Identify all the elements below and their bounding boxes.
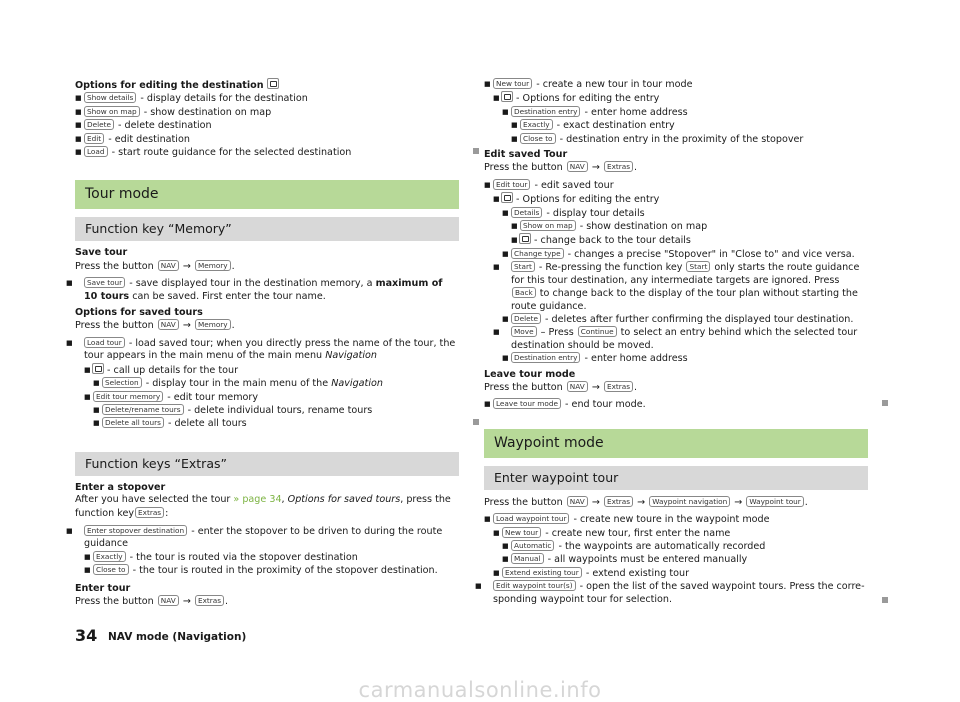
extras-key: Extras (604, 496, 633, 507)
instruction: Press the button NAV → Extras . (484, 162, 638, 174)
waypoint-tour-key: Waypoint tour (746, 496, 803, 507)
continue-key: Continue (578, 326, 617, 337)
close-to-key: Close to (520, 133, 556, 144)
list-item: ■Load - start route guidance for the selected destination (75, 146, 459, 159)
leave-tour-mode-heading: Leave tour mode (484, 368, 576, 380)
list-item: ■Extend existing tour - extend existing tour (484, 567, 868, 580)
details-icon (92, 363, 104, 374)
back-icon (519, 233, 531, 244)
right-column (484, 78, 868, 606)
enter-waypoint-tour-heading: Enter waypoint tour (484, 466, 868, 490)
left-column (75, 78, 459, 608)
show-on-map-key: Show on map (520, 220, 576, 231)
list-item: ■Enter stopover destination - enter the stopover to be driven to during the route guidance (75, 525, 459, 551)
list-item: ■Exactly - exact destination entry (484, 119, 868, 132)
extras-key: Extras (604, 381, 633, 392)
load-tour-key: Load tour (84, 337, 125, 348)
stopover-paragraph: After you have selected the tour » page 34, Options for saved tours, press the function key Extras : (75, 494, 451, 519)
list-item: ■Close to - the tour is routed in the proximity of the stopover destination. (75, 564, 459, 577)
list-item: ■Start - Re-pressing the function key Start only starts the route guidance for this tour destination, any intermediate targets are ignored. Press Back to change back to the display of the tour plan without starting the route guidance. (484, 261, 868, 313)
change-type-key: Change type (511, 248, 564, 259)
extend-existing-tour-key: Extend existing tour (502, 567, 582, 578)
section-end-marker (882, 597, 888, 603)
show-details-key: Show details (84, 92, 136, 103)
memory-key: Memory (195, 260, 231, 271)
manual-key: Manual (511, 553, 544, 564)
extras-key: Extras (195, 595, 224, 606)
section-end-marker (473, 148, 479, 154)
instruction: Press the button NAV → Memory . (75, 320, 235, 332)
list-item: ■Delete - deletes after further confirming the displayed tour destination. (484, 313, 868, 326)
start-key: Start (686, 261, 710, 272)
nav-key: NAV (567, 496, 588, 507)
instruction: Press the button NAV → Extras . (484, 381, 638, 393)
instruction: Press the button NAV → Memory . (75, 260, 235, 272)
watermark: carmanualsonline.info (358, 678, 602, 702)
edit-tour-memory-key: Edit tour memory (93, 391, 163, 402)
waypoint-mode-heading: Waypoint mode (484, 429, 868, 458)
automatic-key: Automatic (511, 540, 554, 551)
list-item: ■Save tour - save displayed tour in the destination memory, a maximum of 10 tours can be saved. First enter the tour name. (75, 277, 459, 303)
list-item: ■Edit waypoint tour(s) - open the list of the saved waypoint tours. Press the corresponding waypoint tour for selection. (484, 580, 868, 606)
back-key: Back (512, 287, 536, 298)
delete-all-tours-key: Delete all tours (102, 417, 164, 428)
start-key: Start (511, 261, 535, 272)
list-item: ■Leave tour mode - end tour mode. (484, 398, 868, 411)
list-item: ■ - Options for editing the entry (484, 91, 868, 105)
nav-key: NAV (567, 381, 588, 392)
waypoint-navigation-key: Waypoint navigation (649, 496, 730, 507)
new-tour-key: New tour (493, 78, 532, 89)
destination-entry-key: Destination entry (511, 352, 580, 363)
list-item: ■ - call up details for the tour (75, 363, 459, 377)
extras-key: Extras (604, 161, 633, 172)
delete-key: Delete (84, 119, 114, 130)
list-item: ■New tour - create a new tour in tour mode (484, 78, 868, 91)
extras-keys-heading: Function keys “Extras” (75, 452, 459, 476)
list-item: ■Edit tour - edit saved tour (484, 179, 868, 192)
options-icon (501, 91, 513, 102)
list-item: ■Close to - destination entry in the proximity of the stopover (484, 133, 868, 146)
list-item: ■Destination entry - enter home address (484, 352, 868, 365)
nav-key: NAV (567, 161, 588, 172)
list-item: ■Load tour - load saved tour; when you directly press the name of the tour, the tour appears in the main menu of the main menu Navigation (75, 337, 459, 363)
list-item: ■Edit - edit destination (75, 133, 459, 146)
new-tour-key: New tour (502, 527, 541, 538)
edit-saved-tour-heading: Edit saved Tour (484, 149, 568, 161)
options-editing-destination-heading: Options for editing the destination (75, 78, 459, 92)
list-item: ■Automatic - the waypoints are automatically recorded (484, 540, 868, 553)
list-item: ■Selection - display tour in the main menu of the Navigation (75, 377, 459, 390)
list-item: ■Exactly - the tour is routed via the stopover destination (75, 551, 459, 564)
enter-stopover-destination-key: Enter stopover destination (84, 525, 187, 536)
nav-key: NAV (158, 260, 179, 271)
list-item: ■Delete - delete destination (75, 119, 459, 132)
list-item: ■Show on map - show destination on map (75, 106, 459, 119)
save-tour-heading: Save tour (75, 247, 128, 259)
edit-waypoint-tours-key: Edit waypoint tour(s) (493, 580, 576, 591)
tour-mode-heading: Tour mode (75, 180, 459, 209)
options-icon (267, 78, 279, 89)
list-item: ■Change type - changes a precise "Stopover" in "Close to" and vice versa. (484, 248, 868, 261)
list-item: ■ - change back to the tour details (484, 233, 868, 247)
memory-key: Memory (195, 319, 231, 330)
selection-key: Selection (102, 377, 142, 388)
exactly-key: Exactly (93, 551, 126, 562)
edit-tour-key: Edit tour (493, 179, 530, 190)
memory-key-heading: Function key “Memory” (75, 217, 459, 241)
enter-tour-heading: Enter tour (75, 582, 131, 594)
move-key: Move (511, 326, 537, 337)
list-item: ■Delete/rename tours - delete individual tours, rename tours (75, 404, 459, 417)
section-end-marker (473, 419, 479, 425)
close-to-key: Close to (93, 564, 129, 575)
load-waypoint-tour-key: Load waypoint tour (493, 513, 569, 524)
list-item: ■Move – Press Continue to select an entry behind which the selected tour destination should be moved. (484, 326, 868, 352)
delete-key: Delete (511, 313, 541, 324)
list-item: ■Manual - all waypoints must be entered manually (484, 553, 868, 566)
enter-stopover-heading: Enter a stopover (75, 481, 166, 493)
delete-rename-tours-key: Delete/rename tours (102, 404, 184, 415)
details-key: Details (511, 207, 542, 218)
list-item: ■Edit tour memory - edit tour memory (75, 391, 459, 404)
list-item: ■Details - display tour details (484, 207, 868, 220)
edit-key: Edit (84, 133, 104, 144)
exactly-key: Exactly (520, 119, 553, 130)
list-item: ■Load waypoint tour - create new toure in the waypoint mode (484, 513, 868, 526)
instruction: Press the button NAV → Extras → Waypoint navigation → Waypoint tour . (484, 496, 808, 508)
save-tour-key: Save tour (84, 277, 125, 288)
extras-key: Extras (135, 507, 164, 518)
list-item: ■Destination entry - enter home address (484, 106, 868, 119)
list-item: ■Show details - display details for the destination (75, 92, 459, 105)
leave-tour-mode-key: Leave tour mode (493, 398, 561, 409)
nav-key: NAV (158, 319, 179, 330)
list-item: ■Show on map - show destination on map (484, 220, 868, 233)
list-item: ■Delete all tours - delete all tours (75, 417, 459, 430)
options-saved-tours-heading: Options for saved tours (75, 307, 203, 319)
page-number: 34 (75, 626, 98, 645)
options-icon (501, 192, 513, 203)
destination-entry-key: Destination entry (511, 106, 580, 117)
instruction: Press the button NAV → Extras . (75, 595, 229, 607)
list-item: ■ - Options for editing the entry (484, 192, 868, 206)
load-key: Load (84, 146, 108, 157)
nav-key: NAV (158, 595, 179, 606)
page-link[interactable]: » page 34 (233, 494, 282, 506)
section-title: NAV mode (Navigation) (108, 631, 247, 643)
section-end-marker (882, 400, 888, 406)
show-on-map-key: Show on map (84, 106, 140, 117)
list-item: ■New tour - create new tour, first enter the name (484, 527, 868, 540)
